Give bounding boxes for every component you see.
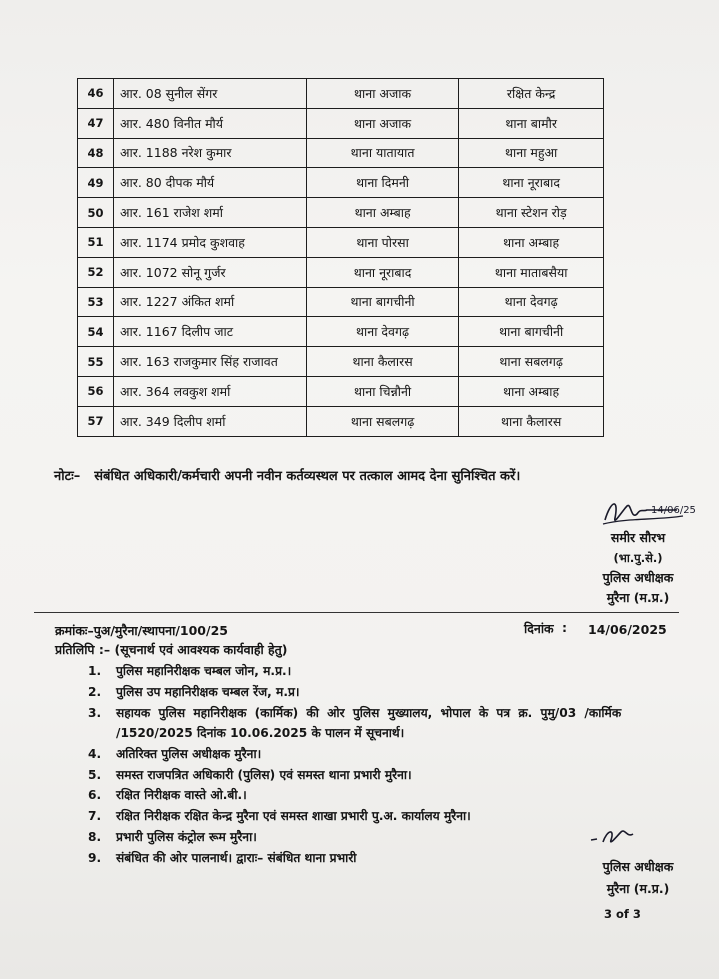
table-row — [78, 227, 604, 257]
current-posting: थाना चिन्नौनी — [306, 376, 459, 406]
order-date: 14/06/2025 — [588, 622, 667, 637]
table-row — [78, 198, 604, 228]
item-text: प्रभारी पुलिस कंट्रोल रूम मुरैना। — [116, 830, 257, 845]
employee-name: आर. 08 सुनील सेंगर — [113, 79, 306, 109]
table-row — [78, 79, 604, 109]
officer-place: मुरैना (म.प्र.) — [606, 881, 670, 896]
serial-number: 46 — [78, 79, 114, 109]
employee-name: आर. 364 लवकुश शर्मा — [113, 376, 306, 406]
order-reference: क्रमांकः–पुअ/मुरैना/स्थापना/100/25 — [55, 623, 228, 638]
employee-name: आर. 1188 नरेश कुमार — [113, 138, 306, 168]
employee-name: आर. 80 दीपक मौर्य — [113, 168, 306, 198]
employee-name: आर. 349 दिलीप शर्मा — [113, 406, 306, 436]
serial-number: 48 — [78, 138, 114, 168]
current-posting: थाना दिमनी — [306, 168, 459, 198]
serial-number: 49 — [78, 168, 114, 198]
page-number: 3 of 3 — [604, 907, 641, 921]
current-posting: थाना अजाक — [306, 79, 459, 109]
item-number: 9. — [88, 850, 102, 865]
table-row — [78, 287, 604, 317]
new-posting: थाना देवगढ़ — [459, 287, 604, 317]
table-row — [78, 168, 604, 198]
employee-name: आर. 480 विनीत मौर्य — [113, 108, 306, 138]
initials-signature — [587, 822, 647, 850]
current-posting: थाना पोरसा — [306, 227, 459, 257]
note — [54, 466, 520, 484]
employee-name: आर. 1227 अंकित शर्मा — [113, 287, 306, 317]
new-posting: थाना माताबसैया — [459, 257, 604, 287]
item-text: पुलिस उप महानिरीक्षक चम्बल रेंज, म.प्र। — [116, 684, 300, 699]
signatory-designation: पुलिस अधीक्षक — [602, 570, 674, 585]
date-separator: : — [562, 620, 567, 635]
new-posting: थाना अम्बाह — [459, 376, 604, 406]
serial-number: 52 — [78, 257, 114, 287]
current-posting: थाना अजाक — [306, 108, 459, 138]
item-number: 1. — [88, 664, 102, 678]
divider — [34, 612, 679, 613]
serial-number: 51 — [78, 227, 114, 257]
table-row — [78, 347, 604, 377]
transfer-table — [77, 78, 604, 437]
signatory-block — [568, 528, 708, 608]
current-posting: थाना देवगढ़ — [306, 317, 459, 347]
item-number: 2. — [88, 684, 102, 699]
list-item — [88, 765, 688, 786]
item-text: अतिरिक्त पुलिस अधीक्षक मुरैना। — [116, 746, 262, 761]
employee-name: आर. 1174 प्रमोद कुशवाह — [113, 227, 306, 257]
new-posting: रक्षित केन्द्र — [459, 79, 604, 109]
current-posting: थाना कैलारस — [306, 347, 459, 377]
current-posting: थाना नूराबाद — [306, 257, 459, 287]
current-posting: थाना बागचीनी — [306, 287, 459, 317]
new-posting: थाना महुआ — [459, 138, 604, 168]
employee-name: आर. 1072 सोनू गुर्जर — [113, 257, 306, 287]
item-text-continued: /1520/2025 दिनांक 10.06.2025 के पालन में सूचनार्थ। — [116, 726, 405, 741]
list-item — [88, 661, 688, 682]
serial-number: 53 — [78, 287, 114, 317]
new-posting: थाना बागचीनी — [459, 317, 604, 347]
new-posting: थाना कैलारस — [459, 406, 604, 436]
new-posting: थाना सबलगढ़ — [459, 347, 604, 377]
table-row — [78, 138, 604, 168]
serial-number: 55 — [78, 347, 114, 377]
new-posting: थाना स्टेशन रोड़ — [459, 198, 604, 228]
table-row — [78, 257, 604, 287]
list-item — [88, 744, 688, 765]
item-text: सहायक पुलिस महानिरीक्षक (कार्मिक) की ओर पुलिस मुख्यालय, भोपाल के पत्र क्र. पुमु/03 /कार्मिक — [116, 705, 622, 720]
signature-date: 14/06/25 — [651, 505, 696, 516]
current-posting: थाना सबलगढ़ — [306, 406, 459, 436]
serial-number: 54 — [78, 317, 114, 347]
employee-name: आर. 161 राजेश शर्मा — [113, 198, 306, 228]
table-row — [78, 108, 604, 138]
serial-number: 57 — [78, 406, 114, 436]
signatory-place: मुरैना (म.प्र.) — [606, 590, 670, 605]
copy-heading: प्रतिलिपि :– (सूचनार्थ एवं आवश्यक कार्यवाही हेतु) — [55, 642, 288, 657]
note-label: नोटः– — [54, 469, 81, 484]
item-text: समस्त राजपत्रित अधिकारी (पुलिस) एवं समस्त थाना प्रभारी मुरैना। — [116, 767, 412, 782]
item-number: 3. — [88, 705, 102, 720]
employee-name: आर. 1167 दिलीप जाट — [113, 317, 306, 347]
new-posting: थाना नूराबाद — [459, 168, 604, 198]
current-posting: थाना अम्बाह — [306, 198, 459, 228]
current-posting: थाना यातायात — [306, 138, 459, 168]
signatory-name: समीर सौरभ — [610, 530, 666, 545]
serial-number: 56 — [78, 376, 114, 406]
item-text: पुलिस महानिरीक्षक चम्बल जोन, म.प्र.। — [116, 664, 292, 678]
signatory-service: (भा.पु.से.) — [613, 551, 663, 565]
serial-number: 47 — [78, 108, 114, 138]
officer-designation: पुलिस अधीक्षक — [602, 859, 674, 874]
list-item — [88, 682, 688, 703]
item-text: संबंधित की ओर पालनार्थ। द्वाराः– संबंधित थाना प्रभारी — [116, 850, 357, 865]
table-row — [78, 406, 604, 436]
item-text: रक्षित निरीक्षक रक्षित केन्द्र मुरैना एवं समस्त शाखा प्रभारी पु.अ. कार्यालय मुरैना। — [116, 809, 471, 824]
new-posting: थाना बामौर — [459, 108, 604, 138]
note-text: संबंधित अधिकारी/कर्मचारी अपनी नवीन कर्तव्यस्थल पर तत्काल आमद देना सुनिश्चित करें। — [94, 469, 521, 484]
list-item — [88, 785, 688, 806]
serial-number: 50 — [78, 198, 114, 228]
issuing-officer — [568, 856, 708, 900]
item-number: 4. — [88, 746, 102, 761]
employee-name: आर. 163 राजकुमार सिंह राजावत — [113, 347, 306, 377]
item-number: 8. — [88, 830, 102, 845]
table-row — [78, 376, 604, 406]
item-number: 7. — [88, 809, 102, 824]
item-text: रक्षित निरीक्षक वास्ते ओ.बी.। — [116, 788, 247, 803]
new-posting: थाना अम्बाह — [459, 227, 604, 257]
list-item — [88, 703, 688, 744]
item-number: 6. — [88, 788, 102, 803]
item-number: 5. — [88, 767, 102, 782]
table-row — [78, 317, 604, 347]
date-label: दिनांक — [524, 621, 554, 636]
